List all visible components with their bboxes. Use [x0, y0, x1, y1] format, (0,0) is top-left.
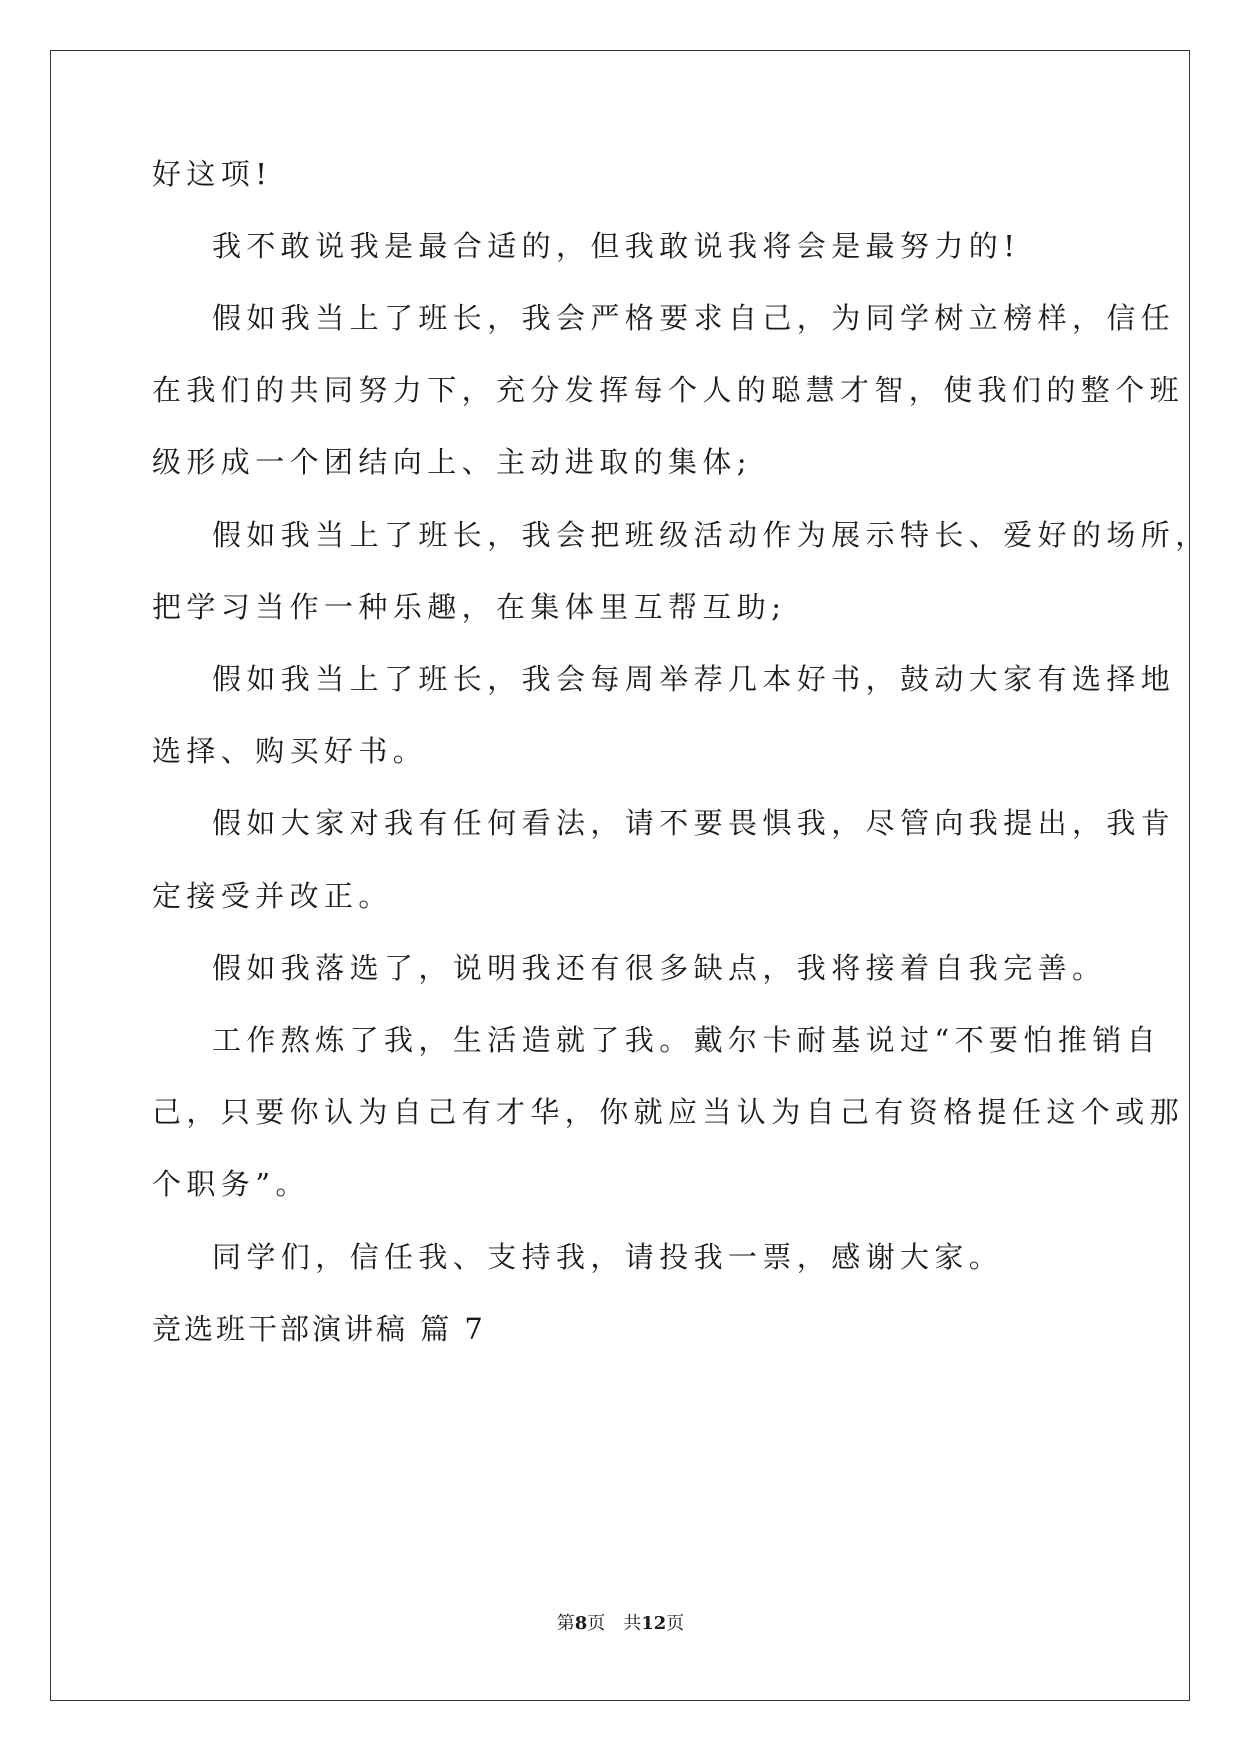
paragraph-line: 同学们，信任我、支持我，请投我一票，感谢大家。 — [212, 1240, 1004, 1274]
paragraph-line: 个职务”。 — [152, 1167, 310, 1201]
paragraph-line: 假如我当上了班长，我会把班级活动作为展示特长、爱好的场所， — [212, 518, 1210, 552]
page-suffix: 页 — [587, 1613, 606, 1634]
total-suffix: 页 — [666, 1613, 685, 1634]
page-footer — [0, 1612, 1241, 1636]
paragraph-line: 级形成一个团结向上、主动进取的集体; — [152, 445, 752, 479]
page-prefix: 第 — [556, 1613, 575, 1634]
paragraph-line: 我不敢说我是最合适的，但我敢说我将会是最努力的! — [212, 229, 1021, 263]
paragraph-line: 工作熬炼了我，生活造就了我。戴尔卡耐基说过“不要怕推销自 — [212, 1023, 1162, 1057]
paragraph-line: 选择、购买好书。 — [152, 734, 428, 768]
section-heading: 竞选班干部演讲稿 篇 7 — [152, 1312, 486, 1346]
paragraph-line: 假如大家对我有任何看法，请不要畏惧我，尽管向我提出，我肯 — [212, 806, 1176, 840]
page-number: 8 — [574, 1613, 588, 1634]
paragraph-line: 定接受并改正。 — [152, 879, 393, 913]
total-pages: 12 — [641, 1613, 667, 1634]
paragraph-line: 在我们的共同努力下，充分发挥每个人的聪慧才智，使我们的整个班 — [152, 373, 1185, 407]
paragraph-line: 假如我当上了班长，我会严格要求自己，为同学树立榜样，信任 — [212, 301, 1176, 335]
paragraph-line: 己，只要你认为自己有才华，你就应当认为自己有资格提任这个或那 — [152, 1095, 1185, 1129]
paragraph-line: 假如我当上了班长，我会每周举荐几本好书，鼓动大家有选择地 — [212, 662, 1176, 696]
paragraph-line: 好这项! — [152, 157, 273, 191]
total-prefix: 共 — [623, 1613, 642, 1634]
paragraph-line: 假如我落选了，说明我还有很多缺点，我将接着自我完善。 — [212, 951, 1107, 985]
paragraph-line: 把学习当作一种乐趣，在集体里互帮互助; — [152, 590, 787, 624]
